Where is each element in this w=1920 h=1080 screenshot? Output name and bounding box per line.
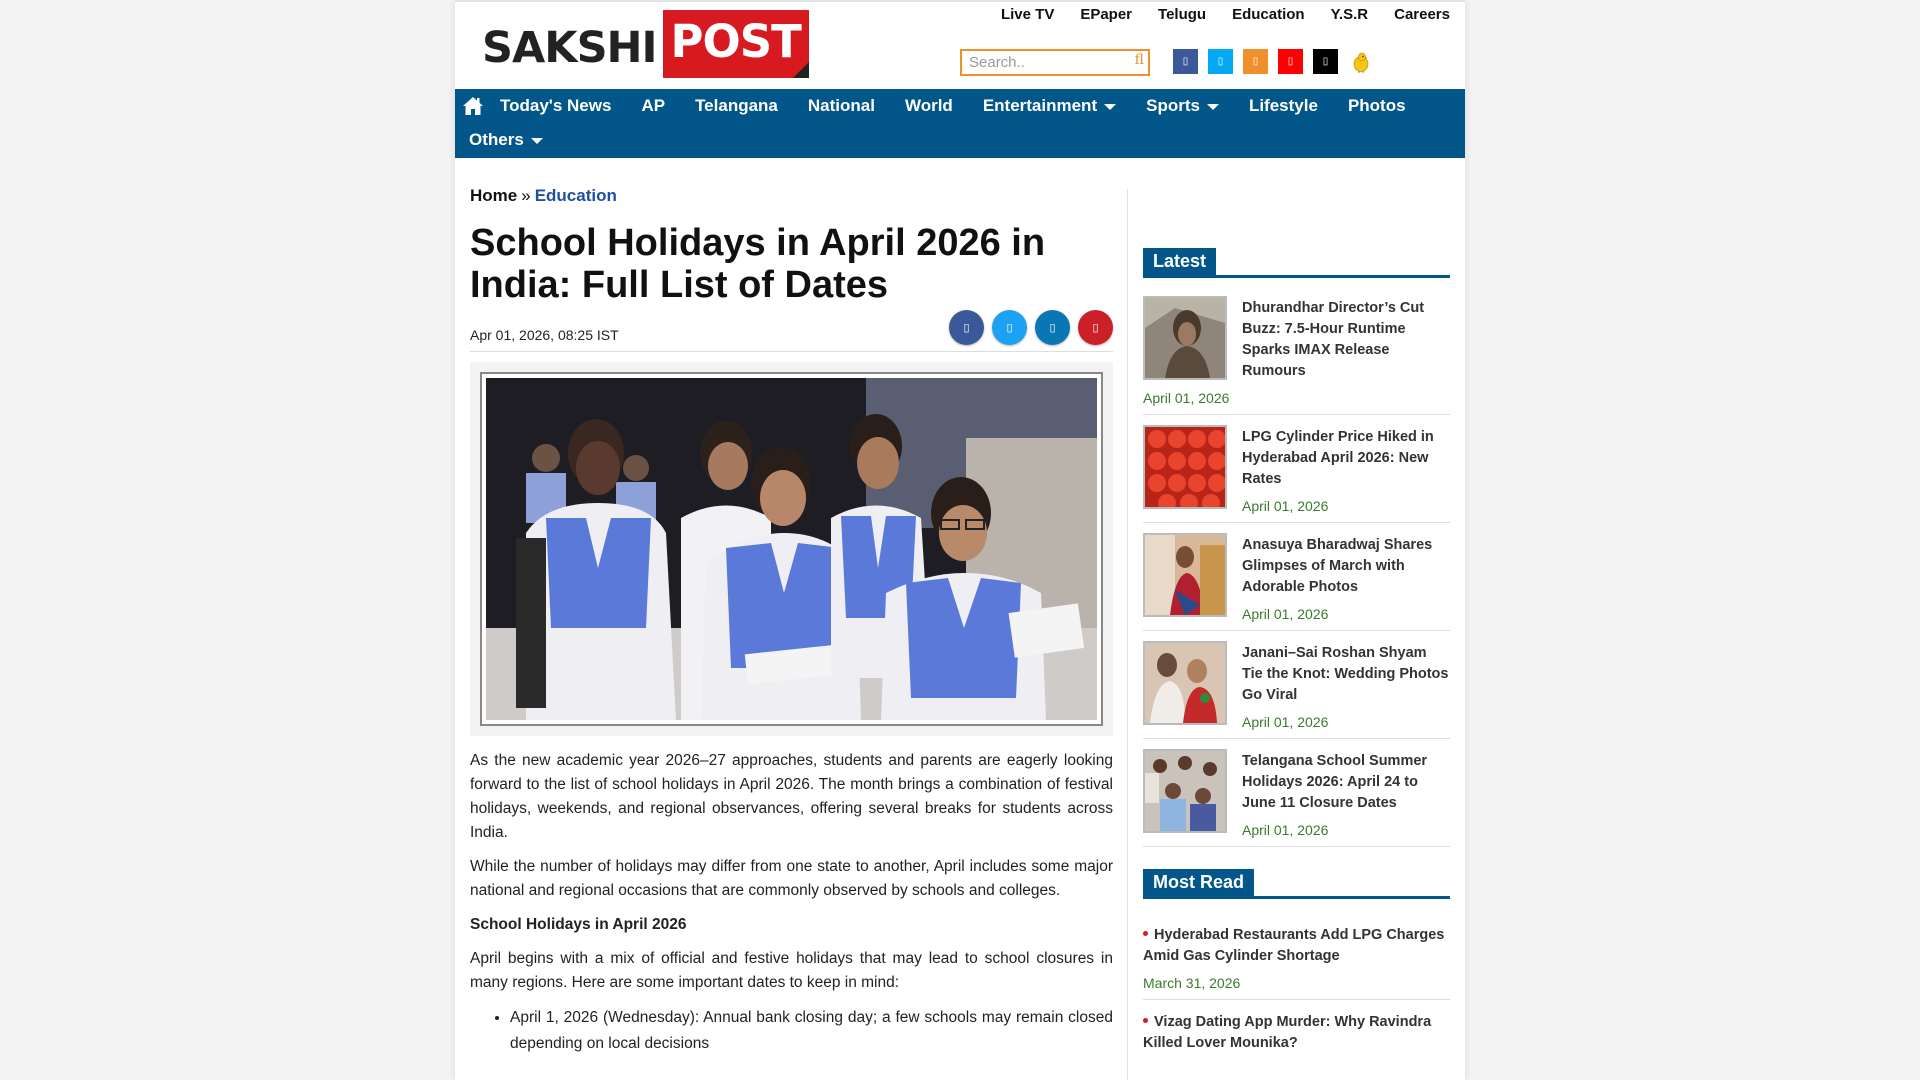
- article-title: School Holidays in April 2026 in India: Full List of Dates: [470, 222, 1046, 306]
- latest-date: April 01, 2026: [1242, 822, 1329, 838]
- logo-text-sakshi: SAKSHI: [482, 23, 657, 73]
- latest-date: April 01, 2026: [1242, 606, 1329, 622]
- article-paragraph: As the new academic year 2026–27 approaches, students and parents are eagerly looking forward to the list of school holidays in April 2026. The month brings a combination of festival holidays, weekends, and regional observances, offering several breaks for students across India.: [470, 752, 1113, 841]
- latest-date: April 01, 2026: [1143, 390, 1230, 406]
- nav-item-lifestyle[interactable]: [1249, 96, 1318, 116]
- nav-item-sports[interactable]: [1146, 96, 1219, 116]
- bullet-dot-icon: [1143, 1018, 1148, 1023]
- x-icon[interactable]: ▯: [1313, 49, 1338, 74]
- share-buttons: [949, 310, 1113, 345]
- search-input[interactable]: [962, 51, 1122, 74]
- toplink-live-tv[interactable]: Live TV: [1000, 6, 1055, 23]
- most-read-title-text: Hyderabad Restaurants Add LPG Charges Amid Gas Cylinder Shortage: [1143, 927, 1445, 964]
- site-logo[interactable]: [482, 10, 809, 78]
- article-subheading: School Holidays in April 2026: [470, 916, 687, 933]
- search-box: [960, 49, 1150, 76]
- toplink-ysr[interactable]: Y.S.R: [1330, 6, 1369, 23]
- nav-label: Lifestyle: [1248, 96, 1318, 115]
- latest-item[interactable]: [1143, 296, 1450, 415]
- rss-icon[interactable]: ▯: [1243, 49, 1268, 74]
- featured-image-wrapper: [470, 362, 1113, 736]
- nav-label: AP: [641, 96, 666, 115]
- breadcrumb-category[interactable]: Education: [534, 186, 617, 205]
- latest-heading: Latest: [1143, 248, 1216, 275]
- most-read-title-text: Vizag Dating App Murder: Why Ravindra Killed Lover Mounika?: [1143, 1014, 1432, 1051]
- most-read-item[interactable]: [1143, 1012, 1450, 1062]
- caret-down-icon: [1104, 104, 1116, 110]
- latest-date: April 01, 2026: [1242, 498, 1329, 514]
- latest-section-header: [1143, 248, 1450, 278]
- logo-page-curl: [793, 62, 809, 78]
- nav-label: National: [807, 96, 875, 115]
- nav-item-national[interactable]: [808, 96, 875, 116]
- sidebar: [1143, 248, 1450, 1074]
- nav-item-telangana[interactable]: [695, 96, 778, 116]
- facebook-icon[interactable]: ▯: [1173, 49, 1198, 74]
- main-nav: [455, 89, 1465, 158]
- nav-item-entertainment[interactable]: [983, 96, 1116, 116]
- latest-thumbnail[interactable]: [1143, 533, 1227, 617]
- most-read-date: March 31, 2026: [1143, 975, 1241, 991]
- nav-row-2: [455, 123, 1465, 157]
- featured-image-frame: [480, 372, 1103, 726]
- nav-label: Today's News: [500, 96, 612, 115]
- koo-bird-icon[interactable]: [1348, 49, 1373, 74]
- toplink-education[interactable]: Education: [1232, 6, 1305, 23]
- most-read-title[interactable]: [1143, 925, 1450, 967]
- most-read-section-header: [1143, 869, 1450, 899]
- latest-item[interactable]: [1143, 533, 1450, 631]
- logo-post-label: POST: [670, 15, 801, 68]
- bullet-dot-icon: [1143, 931, 1148, 936]
- latest-title[interactable]: LPG Cylinder Price Hiked in Hyderabad April 2026: New Rates: [1242, 429, 1434, 487]
- article-paragraph: April begins with a mix of official and festive holidays that may lead to school closures in many regions. Here are some important dates to keep in mind:: [470, 950, 1113, 991]
- article-paragraph: While the number of holidays may differ from one state to another, April includes some major national and regional occasions that are commonly observed by schools and colleges.: [470, 858, 1113, 899]
- latest-title[interactable]: Janani–Sai Roshan Shyam Tie the Knot: Wedding Photos Go Viral: [1242, 645, 1449, 703]
- nav-item-photos[interactable]: [1348, 96, 1406, 116]
- nav-label: Telangana: [695, 96, 778, 115]
- nav-item-others[interactable]: [469, 130, 543, 150]
- top-links: [975, 6, 1450, 23]
- toplink-telugu[interactable]: Telugu: [1158, 6, 1207, 23]
- most-read-heading: Most Read: [1143, 869, 1254, 896]
- featured-image-students: [486, 378, 1097, 720]
- latest-item[interactable]: [1143, 641, 1450, 739]
- social-links: [1173, 49, 1373, 74]
- latest-item[interactable]: [1143, 749, 1450, 847]
- page-container: [455, 0, 1465, 1080]
- latest-date: April 01, 2026: [1242, 714, 1329, 730]
- nav-label: Others: [469, 130, 524, 149]
- latest-thumbnail[interactable]: [1143, 749, 1227, 833]
- caret-down-icon: [1207, 104, 1219, 110]
- share-pinterest-icon[interactable]: ▯: [1078, 310, 1113, 345]
- search-icon[interactable]: ﬂ: [1134, 52, 1144, 68]
- nav-item-world[interactable]: [905, 96, 953, 116]
- toplink-careers[interactable]: Careers: [1394, 6, 1450, 23]
- most-read-item[interactable]: [1143, 925, 1450, 1000]
- most-read-title[interactable]: [1143, 1012, 1450, 1054]
- latest-thumbnail[interactable]: [1143, 425, 1227, 509]
- nav-label: Sports: [1146, 96, 1200, 115]
- youtube-icon[interactable]: ▯: [1278, 49, 1303, 74]
- latest-thumbnail[interactable]: [1143, 641, 1227, 725]
- breadcrumb: [470, 186, 617, 206]
- share-linkedin-icon[interactable]: ▯: [1035, 310, 1070, 345]
- latest-title[interactable]: Anasuya Bharadwaj Shares Glimpses of March with Adorable Photos: [1242, 537, 1433, 595]
- holiday-list-item: • April 1, 2026 (Wednesday): Annual bank closing day; a few schools may remain closed depending on local decisions: [510, 1005, 1113, 1057]
- latest-item[interactable]: [1143, 425, 1450, 523]
- home-icon[interactable]: [462, 95, 484, 117]
- article-body: [470, 749, 1113, 1061]
- breadcrumb-separator: »: [521, 186, 531, 205]
- nav-item-ap[interactable]: [641, 96, 665, 116]
- nav-label: Photos: [1347, 96, 1406, 115]
- nav-item-todays-news[interactable]: [500, 96, 611, 116]
- holiday-list: [470, 1005, 1113, 1057]
- nav-label: World: [904, 96, 953, 115]
- toplink-epaper[interactable]: EPaper: [1080, 6, 1133, 23]
- twitter-icon[interactable]: ▯: [1208, 49, 1233, 74]
- share-facebook-icon[interactable]: ▯: [949, 310, 984, 345]
- caret-down-icon: [531, 138, 543, 144]
- latest-thumbnail[interactable]: [1143, 296, 1227, 380]
- share-twitter-icon[interactable]: ▯: [992, 310, 1027, 345]
- nav-row-1: [455, 89, 1465, 123]
- column-divider: [1127, 189, 1128, 1080]
- latest-title[interactable]: Telangana School Summer Holidays 2026: April 24 to June 11 Closure Dates: [1242, 753, 1428, 811]
- divider: [470, 351, 1113, 352]
- breadcrumb-home[interactable]: Home: [470, 186, 518, 205]
- logo-text-post: [663, 10, 809, 78]
- nav-label: Entertainment: [982, 96, 1098, 115]
- latest-title[interactable]: Dhurandhar Director’s Cut Buzz: 7.5-Hour Runtime Sparks IMAX Release Rumours: [1242, 300, 1425, 379]
- article-date: Apr 01, 2026, 08:25 IST: [470, 327, 619, 343]
